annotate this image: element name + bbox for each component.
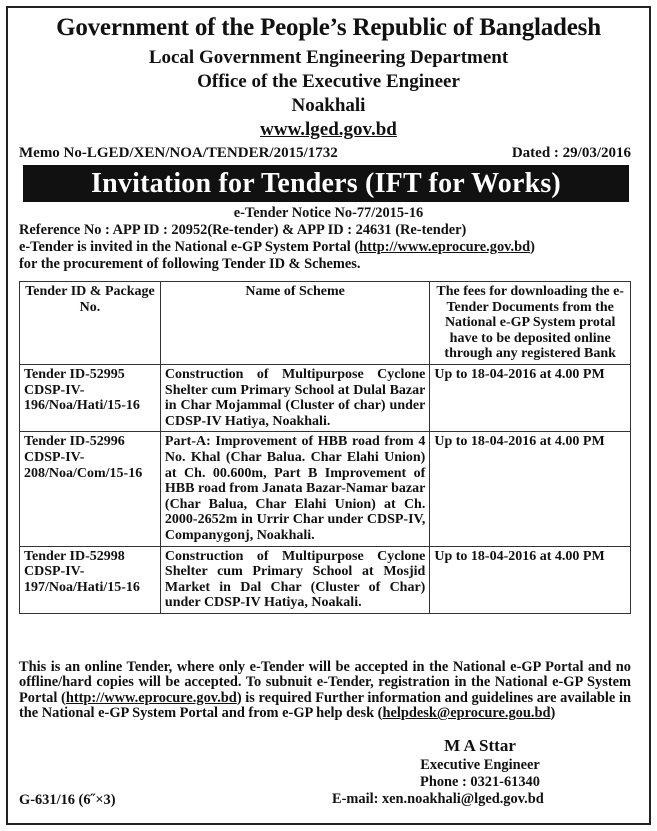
location-name: Noakhali: [291, 95, 366, 116]
reference-line: Reference No : APP ID : 20952(Re-tender) & APP ID : 24631 (Re-tender): [19, 222, 467, 238]
memo-date: Dated : 29/03/2016: [511, 145, 631, 161]
footer-text-3: ): [550, 705, 556, 722]
table-header-row: [20, 282, 631, 365]
deadline-cell: Up to 18-04-2016 at 4.00 PM: [430, 432, 631, 546]
package-no: 196/Noa/Hati/15-16: [24, 398, 140, 414]
department-name: Local Government Engineering Department: [148, 47, 509, 68]
signatory-phone: Phone : 0321-61340: [420, 774, 540, 790]
tender-id: Tender ID-52996: [24, 434, 125, 450]
procurement-line: for the procurement of following Tender ID & Schemes.: [19, 256, 361, 272]
memo-number: Memo No-LGED/XEN/NOA/TENDER/2015/1732: [19, 145, 338, 161]
government-title: Government of the People’s Republic of Bangladesh: [56, 14, 601, 41]
website-link[interactable]: www.lged.gov.bd: [260, 119, 397, 140]
package-no: 197/Noa/Hati/15-16: [24, 579, 140, 595]
office-name: Office of the Executive Engineer: [197, 71, 460, 92]
signatory-name: M A Sttar: [444, 736, 516, 755]
tender-id-cell: [20, 546, 161, 613]
scheme-cell: Construction of Multipurpose Cyclone Shelter cum Primary School at Mosjid Market in Dal Char (Cluster of Char) under CDSP-IV Hatiya, Noakali.: [160, 546, 429, 613]
eprocure-link[interactable]: http://www.eprocure.gov.bd: [359, 239, 531, 255]
ift-banner: Invitation for Tenders (IFT for Works): [23, 165, 629, 202]
scheme-cell: Construction of Multipurpose Cyclone Shelter cum Primary School at Dulal Bazar in Char Mojammal (Cluster of char) under CDSP-IV Hatiya, Noakhali.: [160, 364, 429, 431]
signatory-email[interactable]: E-mail: xen.noakhali@lged.gov.bd: [332, 791, 544, 807]
invite-prefix: e-Tender is invited in the National e-GP System Portal (: [19, 239, 360, 255]
table-row: [20, 432, 631, 546]
deadline-cell: Up to 18-04-2016 at 4.00 PM: [430, 546, 631, 613]
footer-text-1: This is an online Tender, where only e-Tender will be accepted in the National e-GP Portal and no offline/hard copies will be accepted. To subnuit e-Tender, registration in the National e-GP System Portal (: [19, 659, 631, 706]
online-tender-paragraph: [19, 660, 631, 722]
header-fees: The fees for downloading the e-Tender Documents from the National e-GP System protal have to be deposited online through any registered Bank: [430, 282, 631, 365]
package-no: CDSP-IV-: [24, 382, 85, 398]
tender-id: Tender ID-52995: [24, 366, 125, 382]
helpdesk-email-link[interactable]: helpdesk@eprocure.gou.bd: [382, 705, 551, 722]
signatory-title: Executive Engineer: [420, 757, 540, 773]
invite-line: [19, 239, 639, 255]
website-link-row: [0, 119, 657, 141]
invite-suffix: ): [530, 239, 535, 255]
package-no: CDSP-IV-: [24, 449, 85, 465]
memo-row: [19, 145, 631, 162]
tender-id: Tender ID-52998: [24, 548, 125, 564]
tender-table: [19, 281, 631, 614]
tender-notice-number: e-Tender Notice No-77/2015-16: [233, 205, 424, 221]
footer-text-2: ) is required Further information and guidelines are available in the National e-GP System Portal and from e-GP help desk (: [19, 689, 631, 722]
package-no: 208/Noa/Com/15-16: [24, 465, 143, 481]
scheme-cell: Part-A: Improvement of HBB road from 4 No. Khal (Char Balua. Char Elahi Union) at Ch. 00.600m, Part B Improvement of HBB road from Janata Bazar-Namar bazar (Char Balua, Char Elahi Union) at Ch. 2000-2652m in Urrir Char under CDSP-IV, Companygonj, Noakhali.: [160, 432, 429, 546]
ad-code: G-631/16 (6˝×3): [19, 792, 116, 808]
tender-id-cell: [20, 432, 161, 546]
eprocure-link-footer[interactable]: http://www.eprocure.gov.bd: [65, 689, 237, 706]
table-row: [20, 546, 631, 613]
deadline-cell: Up to 18-04-2016 at 4.00 PM: [430, 364, 631, 431]
table-row: [20, 364, 631, 431]
tender-id-cell: [20, 364, 161, 431]
header-tender-id: Tender ID & Package No.: [20, 282, 161, 365]
header-scheme: Name of Scheme: [160, 282, 429, 365]
package-no: CDSP-IV-: [24, 564, 85, 580]
